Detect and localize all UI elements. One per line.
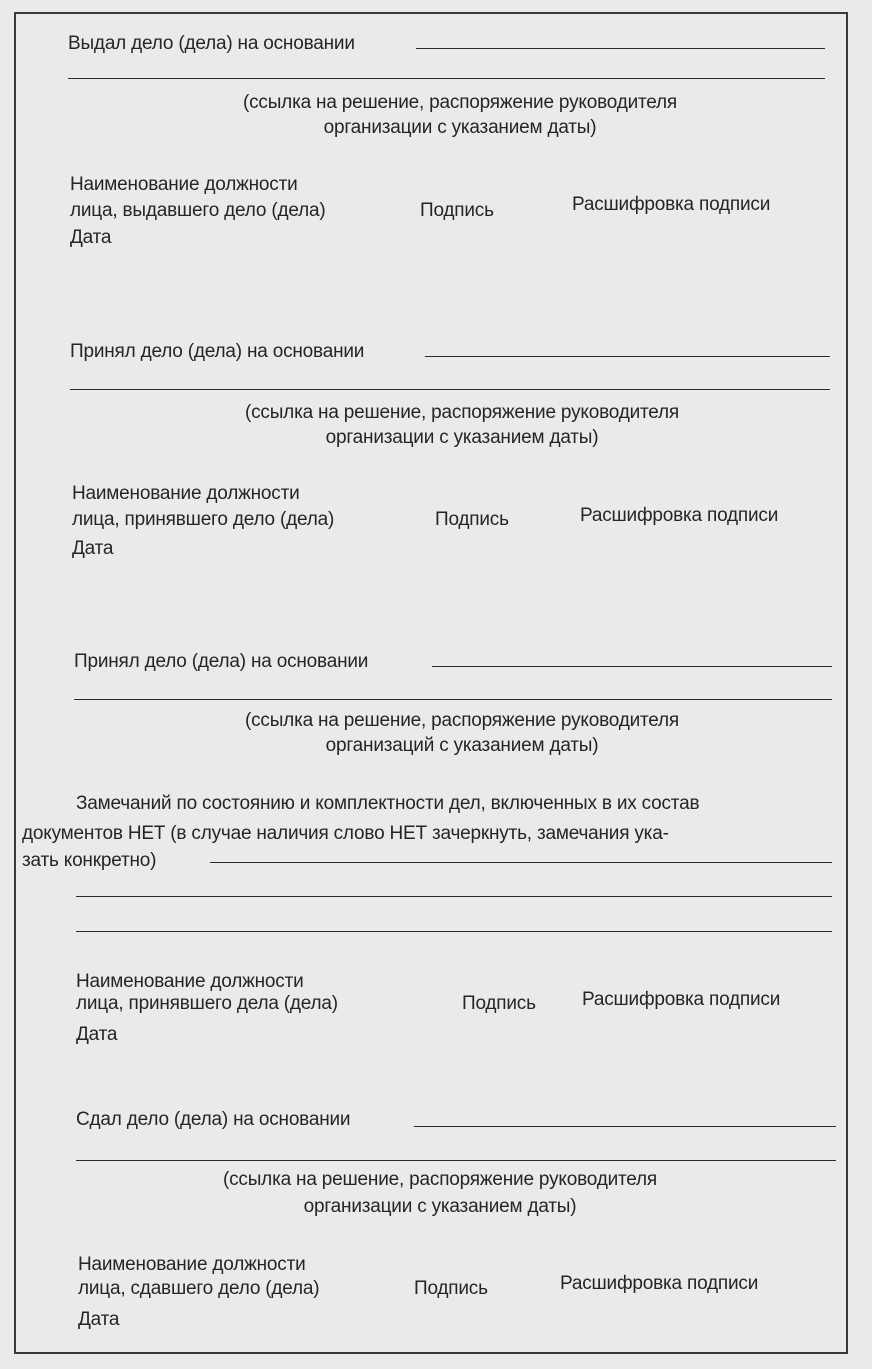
basis-field-continued[interactable]	[68, 78, 825, 79]
signature-label: Подпись	[414, 1278, 488, 1299]
basis-field[interactable]	[416, 48, 825, 49]
remarks-field[interactable]	[76, 896, 832, 897]
position-label: лица, принявшего дела (дела)	[76, 993, 338, 1014]
position-label: лица, выдавшего дело (дела)	[70, 200, 326, 221]
caption: (ссылка на решение, распоряжение руководителя	[243, 92, 677, 113]
signature-decoding-label: Расшифровка подписи	[572, 194, 771, 215]
caption: организаций с указанием даты)	[325, 735, 599, 756]
caption: организации с указанием даты)	[303, 1196, 577, 1217]
caption: (ссылка на решение, распоряжение руководителя	[245, 402, 679, 423]
remarks-text: документов НЕТ (в случае наличия слово НЕТ зачеркнуть, замечания ука-	[22, 823, 669, 844]
basis-label: Принял дело (дела) на основании	[70, 341, 365, 362]
remarks-text: Замечаний по состоянию и комплектности дел, включенных в их состав	[76, 793, 700, 814]
basis-field-continued[interactable]	[76, 1160, 836, 1161]
remarks-text: зать конкретно)	[22, 850, 157, 871]
signature-label: Подпись	[420, 200, 494, 221]
signature-label: Подпись	[435, 509, 509, 530]
signature-decoding-label: Расшифровка подписи	[582, 989, 781, 1010]
position-label: Наименование должности	[72, 483, 300, 504]
basis-label: Принял дело (дела) на основании	[74, 651, 369, 672]
caption: организации с указанием даты)	[323, 117, 597, 138]
position-label: лица, сдавшего дело (дела)	[78, 1278, 320, 1299]
basis-field-continued[interactable]	[74, 699, 832, 700]
caption: (ссылка на решение, распоряжение руководителя	[245, 710, 679, 731]
position-label: Наименование должности	[70, 174, 298, 195]
signature-label: Подпись	[462, 993, 536, 1014]
signature-decoding-label: Расшифровка подписи	[580, 505, 779, 526]
position-label: Наименование должности	[78, 1254, 306, 1275]
date-label: Дата	[76, 1024, 118, 1045]
caption: организации с указанием даты)	[325, 427, 599, 448]
basis-field-continued[interactable]	[70, 389, 830, 390]
signature-decoding-label: Расшифровка подписи	[560, 1273, 759, 1294]
date-label: Дата	[72, 538, 114, 559]
remarks-field[interactable]	[210, 862, 832, 863]
caption: (ссылка на решение, распоряжение руководителя	[223, 1169, 657, 1190]
basis-field[interactable]	[432, 666, 832, 667]
basis-label: Сдал дело (дела) на основании	[76, 1109, 351, 1130]
position-label: Наименование должности	[76, 971, 304, 992]
position-label: лица, принявшего дело (дела)	[72, 509, 335, 530]
date-label: Дата	[70, 227, 112, 248]
basis-field[interactable]	[425, 356, 830, 357]
basis-label: Выдал дело (дела) на основании	[68, 33, 355, 54]
remarks-field[interactable]	[76, 931, 832, 932]
date-label: Дата	[78, 1309, 120, 1330]
basis-field[interactable]	[414, 1126, 836, 1127]
